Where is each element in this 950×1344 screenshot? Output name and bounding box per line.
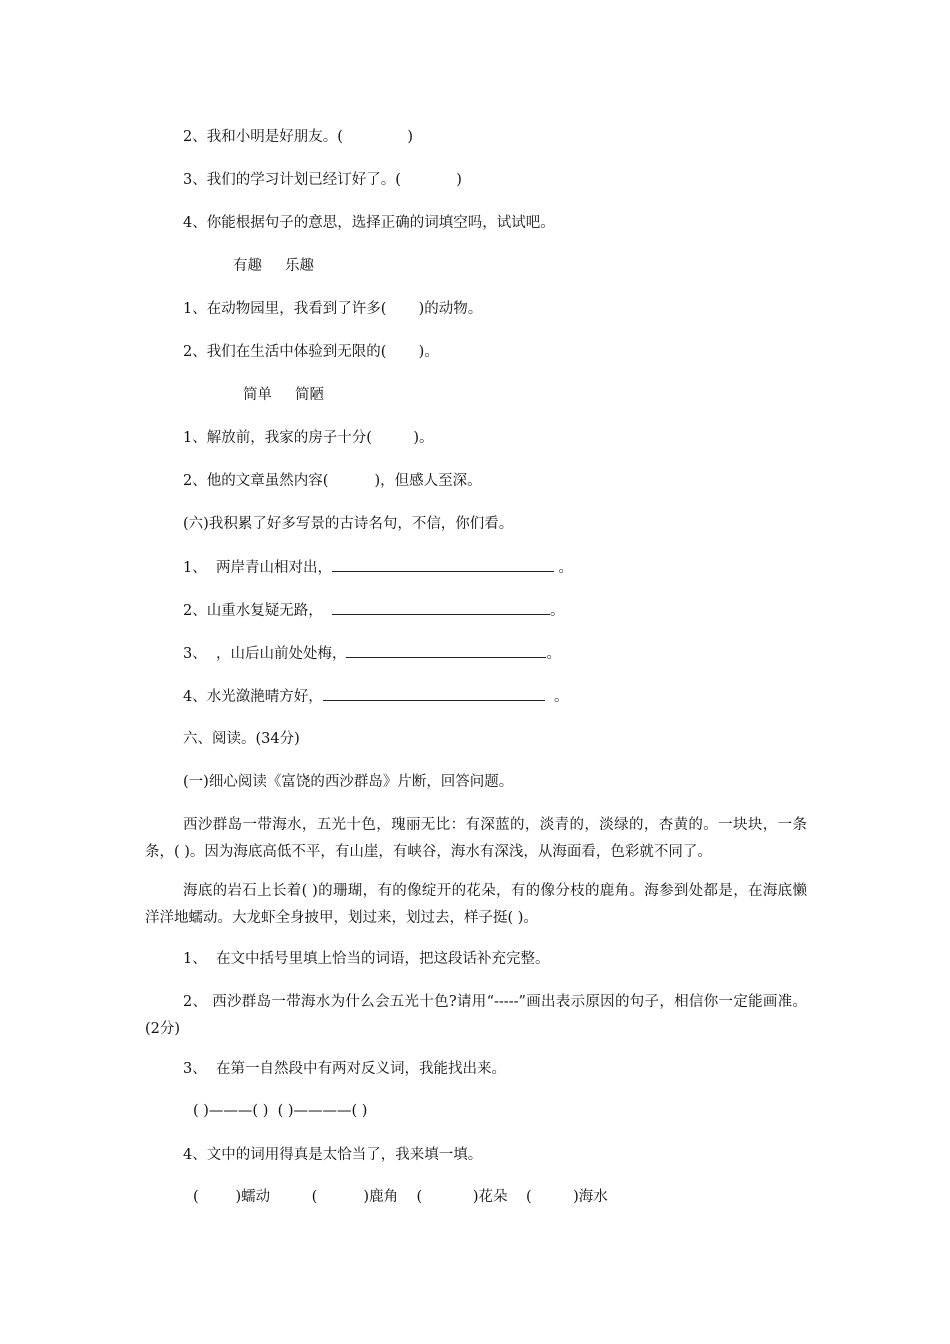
poem-text: 4、水光潋滟晴方好， <box>183 689 323 705</box>
poem-end: 。 <box>546 646 561 662</box>
exercise-line: 4、你能根据句子的意思，选择正确的词填空吗，试试吧。 <box>183 215 555 231</box>
answer-blank <box>346 643 546 658</box>
poem-line <box>183 557 573 578</box>
question-2: 2、 西沙群岛一带海水为什么会五光十色?请用“-----”画出表示原因的句子，相信你一定能画准。(2分) <box>145 994 807 1037</box>
poem-text: 3、 ，山后山前处处梅， <box>183 646 347 662</box>
answer-blank <box>323 686 545 701</box>
reading-paragraph-1: 西沙群岛一带海水，五光十色，瑰丽无比：有深蓝的，淡青的，淡绿的，杏黄的。一块块，一条条，( )。因为海底高低不平，有山崖，有峡谷，海水有深浅，从海面看，色彩就不同了。 <box>145 817 807 860</box>
reading-paragraph-2: 海底的岩石上长着( )的珊瑚，有的像绽开的花朵，有的像分枝的鹿角。海参到处都是，在海底懒洋洋地蠕动。大龙虾全身披甲，划过来，划过去，样子挺( )。 <box>145 883 807 926</box>
exercise-line: 1、解放前，我家的房子十分( )。 <box>183 430 434 446</box>
exercise-line: 2、我们在生活中体验到无限的( )。 <box>183 344 439 360</box>
exercise-line: 1、在动物园里，我看到了许多( )的动物。 <box>183 301 483 317</box>
poem-end: 。 <box>544 689 569 705</box>
section-heading: (六)我积累了好多写景的古诗名句，不信，你们看。 <box>183 516 514 532</box>
question-4: 4、文中的词用得真是太恰当了，我来填一填。 <box>183 1147 483 1163</box>
antonym-blanks: ( )———( ) ( )————( ) <box>193 1103 368 1119</box>
poem-end: 。 <box>553 560 574 576</box>
exercise-line: 2、我和小明是好朋友。( ) <box>183 129 414 145</box>
poem-line <box>183 643 561 664</box>
poem-line <box>183 600 564 621</box>
exercise-line: 2、他的文章虽然内容( )，但感人至深。 <box>183 473 482 489</box>
section-heading: 六、阅读。(34分) <box>183 731 300 747</box>
poem-text: 2、山重水复疑无路， <box>183 603 332 619</box>
answer-blank <box>332 557 554 572</box>
poem-end: 。 <box>549 603 565 619</box>
word-choice: 简单 简陋 <box>243 387 325 403</box>
poem-text: 1、 两岸青山相对出， <box>183 560 332 576</box>
question-1: 1、 在文中括号里填上恰当的词语，把这段话补充完整。 <box>183 951 550 967</box>
word-blanks: ( )蠕动 ( )鹿角 ( )花朵 ( )海水 <box>193 1189 608 1205</box>
word-choice: 有趣 乐趣 <box>233 258 315 274</box>
poem-line <box>183 686 568 707</box>
exercise-line: 3、我们的学习计划已经订好了。( ) <box>183 172 462 188</box>
answer-blank <box>332 600 550 615</box>
subsection-heading: (一)细心阅读《富饶的西沙群岛》片断，回答问题。 <box>183 774 514 790</box>
question-3: 3、 在第一自然段中有两对反义词，我能找出来。 <box>183 1061 506 1077</box>
